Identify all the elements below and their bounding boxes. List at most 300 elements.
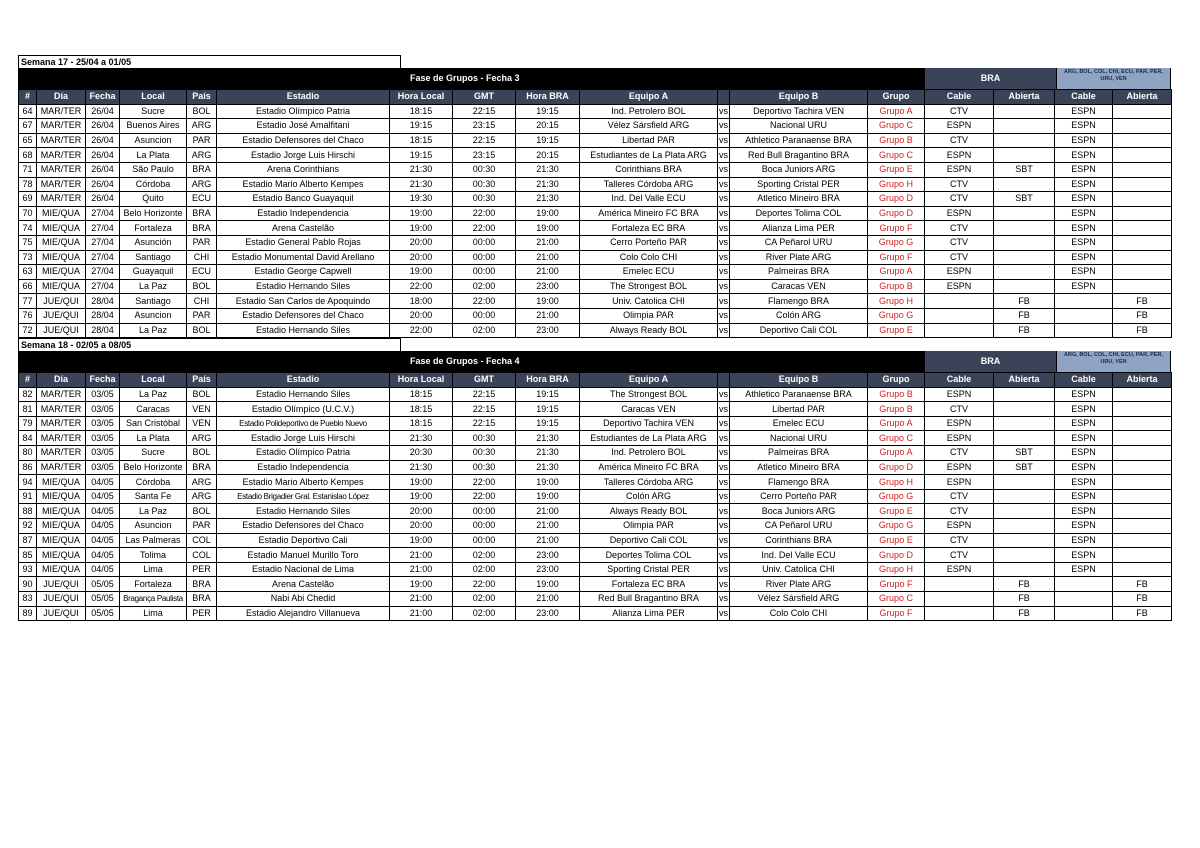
vs-cell: vs bbox=[718, 308, 730, 323]
table-row bbox=[19, 265, 1172, 280]
bra-time-cell: 19:00 bbox=[516, 489, 580, 504]
column-header-country: País bbox=[187, 90, 217, 105]
intl-open-cell bbox=[1113, 489, 1172, 504]
team-b-cell: Vélez Sársfield ARG bbox=[730, 592, 868, 607]
intl-cable-cell: ESPN bbox=[1055, 446, 1113, 461]
city-cell: La Plata bbox=[120, 148, 187, 163]
team-a-cell: Colo Colo CHI bbox=[580, 250, 718, 265]
intl-open-cell bbox=[1113, 279, 1172, 294]
day-cell: MIE/QUA bbox=[37, 562, 86, 577]
city-cell: Asuncion bbox=[120, 308, 187, 323]
match-number-cell: 69 bbox=[19, 192, 37, 207]
column-header-city: Local bbox=[120, 90, 187, 105]
bra-cable-cell: ESPN bbox=[925, 162, 994, 177]
local-time-cell: 20:00 bbox=[390, 250, 453, 265]
intl-cable-cell: ESPN bbox=[1055, 416, 1113, 431]
group-cell: Grupo A bbox=[868, 416, 925, 431]
team-b-cell: Alianza Lima PER bbox=[730, 221, 868, 236]
day-cell: MAR/TER bbox=[37, 431, 86, 446]
intl-cable-cell: ESPN bbox=[1055, 548, 1113, 563]
intl-cable-cell: ESPN bbox=[1055, 119, 1113, 134]
team-b-cell: Deportivo Cali COL bbox=[730, 323, 868, 338]
local-time-cell: 21:30 bbox=[390, 431, 453, 446]
city-cell: Tolima bbox=[120, 548, 187, 563]
bra-open-cell: FB bbox=[994, 308, 1055, 323]
group-cell: Grupo F bbox=[868, 250, 925, 265]
local-time-cell: 21:00 bbox=[390, 562, 453, 577]
vs-cell: vs bbox=[718, 489, 730, 504]
table-row bbox=[19, 577, 1172, 592]
bra-open-cell bbox=[994, 402, 1055, 417]
stadium-cell: Estadio Hernando Siles bbox=[217, 387, 390, 402]
date-cell: 28/04 bbox=[86, 308, 120, 323]
bra-open-cell bbox=[994, 221, 1055, 236]
country-cell: ARG bbox=[187, 119, 217, 134]
intl-cable-cell: ESPN bbox=[1055, 162, 1113, 177]
city-cell: Las Palmeras bbox=[120, 533, 187, 548]
team-a-cell: Olimpia PAR bbox=[580, 308, 718, 323]
city-cell: La Paz bbox=[120, 279, 187, 294]
team-a-cell: Fortaleza EC BRA bbox=[580, 577, 718, 592]
country-cell: BOL bbox=[187, 504, 217, 519]
bra-time-cell: 19:15 bbox=[516, 104, 580, 119]
stadium-cell: Estadio San Carlos de Apoquindo bbox=[217, 294, 390, 309]
bra-cable-cell: CTV bbox=[925, 133, 994, 148]
column-header-bra-open: Abierta bbox=[994, 373, 1055, 388]
stadium-cell: Estadio Defensores del Chaco bbox=[217, 519, 390, 534]
day-cell: MIE/QUA bbox=[37, 221, 86, 236]
bra-cable-cell: CTV bbox=[925, 250, 994, 265]
date-cell: 05/05 bbox=[86, 592, 120, 607]
day-cell: MIE/QUA bbox=[37, 533, 86, 548]
table-row bbox=[19, 119, 1172, 134]
intl-cable-cell bbox=[1055, 323, 1113, 338]
country-cell: CHI bbox=[187, 294, 217, 309]
group-cell: Grupo C bbox=[868, 431, 925, 446]
table-row bbox=[19, 504, 1172, 519]
vs-cell: vs bbox=[718, 119, 730, 134]
table-row bbox=[19, 133, 1172, 148]
gmt-time-cell: 00:00 bbox=[453, 519, 516, 534]
local-time-cell: 19:30 bbox=[390, 192, 453, 207]
city-cell: Belo Horizonte bbox=[120, 460, 187, 475]
column-header-bra-time: Hora BRA bbox=[516, 373, 580, 388]
phase-title-text: Fase de Grupos - Fecha 4 bbox=[410, 356, 520, 367]
match-number-cell: 93 bbox=[19, 562, 37, 577]
table-row bbox=[19, 177, 1172, 192]
table-row bbox=[19, 562, 1172, 577]
team-a-cell: Univ. Catolica CHI bbox=[580, 294, 718, 309]
country-cell: VEN bbox=[187, 416, 217, 431]
vs-cell: vs bbox=[718, 387, 730, 402]
vs-cell: vs bbox=[718, 323, 730, 338]
match-number-cell: 71 bbox=[19, 162, 37, 177]
local-time-cell: 21:00 bbox=[390, 606, 453, 621]
bra-open-cell bbox=[994, 148, 1055, 163]
team-a-cell: Deportivo Cali COL bbox=[580, 533, 718, 548]
intl-cable-cell: ESPN bbox=[1055, 148, 1113, 163]
day-cell: JUE/QUI bbox=[37, 323, 86, 338]
intl-open-cell bbox=[1113, 562, 1172, 577]
bra-time-cell: 21:30 bbox=[516, 431, 580, 446]
bra-cable-cell bbox=[925, 577, 994, 592]
group-cell: Grupo C bbox=[868, 592, 925, 607]
team-a-cell: Always Ready BOL bbox=[580, 504, 718, 519]
bra-open-cell bbox=[994, 206, 1055, 221]
date-cell: 04/05 bbox=[86, 504, 120, 519]
bra-broadcast-header: BRA bbox=[924, 351, 1056, 372]
intl-open-cell: FB bbox=[1113, 308, 1172, 323]
bra-time-cell: 21:00 bbox=[516, 235, 580, 250]
stadium-cell: Estadio Polideportivo de Pueblo Nuevo bbox=[217, 416, 390, 431]
day-cell: MAR/TER bbox=[37, 387, 86, 402]
day-cell: MAR/TER bbox=[37, 119, 86, 134]
bra-open-cell bbox=[994, 104, 1055, 119]
city-cell: Córdoba bbox=[120, 475, 187, 490]
day-cell: JUE/QUI bbox=[37, 577, 86, 592]
bra-time-cell: 21:30 bbox=[516, 192, 580, 207]
team-a-cell: Caracas VEN bbox=[580, 402, 718, 417]
match-number-cell: 84 bbox=[19, 431, 37, 446]
country-cell: PAR bbox=[187, 308, 217, 323]
intl-open-cell bbox=[1113, 206, 1172, 221]
column-header-row bbox=[19, 373, 1172, 388]
intl-open-cell: FB bbox=[1113, 294, 1172, 309]
group-cell: Grupo F bbox=[868, 577, 925, 592]
vs-cell: vs bbox=[718, 592, 730, 607]
intl-open-cell bbox=[1113, 475, 1172, 490]
intl-cable-cell: ESPN bbox=[1055, 177, 1113, 192]
city-cell: Buenos Aires bbox=[120, 119, 187, 134]
team-b-cell: Palmeiras BRA bbox=[730, 265, 868, 280]
date-cell: 27/04 bbox=[86, 250, 120, 265]
date-cell: 27/04 bbox=[86, 206, 120, 221]
city-cell: Lima bbox=[120, 606, 187, 621]
week-header-row bbox=[18, 55, 1172, 68]
intl-cable-cell: ESPN bbox=[1055, 221, 1113, 236]
team-a-cell: Fortaleza EC BRA bbox=[580, 221, 718, 236]
group-cell: Grupo A bbox=[868, 265, 925, 280]
intl-open-cell bbox=[1113, 177, 1172, 192]
stadium-cell: Estadio Banco Guayaquil bbox=[217, 192, 390, 207]
stadium-cell: Estadio Mario Alberto Kempes bbox=[217, 475, 390, 490]
local-time-cell: 18:15 bbox=[390, 416, 453, 431]
intl-open-cell: FB bbox=[1113, 323, 1172, 338]
match-number-cell: 87 bbox=[19, 533, 37, 548]
bra-cable-cell: ESPN bbox=[925, 279, 994, 294]
country-cell: BOL bbox=[187, 387, 217, 402]
team-b-cell: Nacional URU bbox=[730, 431, 868, 446]
bra-time-cell: 21:30 bbox=[516, 177, 580, 192]
bra-cable-cell: CTV bbox=[925, 504, 994, 519]
date-cell: 26/04 bbox=[86, 148, 120, 163]
group-cell: Grupo B bbox=[868, 402, 925, 417]
country-cell: VEN bbox=[187, 402, 217, 417]
gmt-time-cell: 22:00 bbox=[453, 577, 516, 592]
intl-open-cell bbox=[1113, 519, 1172, 534]
local-time-cell: 21:30 bbox=[390, 162, 453, 177]
table-row bbox=[19, 606, 1172, 621]
intl-cable-cell: ESPN bbox=[1055, 235, 1113, 250]
team-b-cell: Atletico Mineiro BRA bbox=[730, 460, 868, 475]
local-time-cell: 20:00 bbox=[390, 519, 453, 534]
day-cell: MAR/TER bbox=[37, 148, 86, 163]
city-cell: Santa Fe bbox=[120, 489, 187, 504]
team-b-cell: Univ. Catolica CHI bbox=[730, 562, 868, 577]
bra-open-cell bbox=[994, 562, 1055, 577]
day-cell: MIE/QUA bbox=[37, 206, 86, 221]
city-cell: São Paulo bbox=[120, 162, 187, 177]
date-cell: 26/04 bbox=[86, 162, 120, 177]
group-cell: Grupo G bbox=[868, 489, 925, 504]
day-cell: MIE/QUA bbox=[37, 475, 86, 490]
intl-cable-cell: ESPN bbox=[1055, 519, 1113, 534]
day-cell: MIE/QUA bbox=[37, 548, 86, 563]
bra-time-cell: 19:15 bbox=[516, 387, 580, 402]
team-a-cell: Ind. Petrolero BOL bbox=[580, 104, 718, 119]
intl-cable-cell bbox=[1055, 294, 1113, 309]
gmt-time-cell: 22:15 bbox=[453, 387, 516, 402]
bra-cable-cell: CTV bbox=[925, 548, 994, 563]
vs-cell: vs bbox=[718, 192, 730, 207]
intl-open-cell: FB bbox=[1113, 606, 1172, 621]
team-b-cell: Red Bull Bragantino BRA bbox=[730, 148, 868, 163]
vs-cell: vs bbox=[718, 250, 730, 265]
gmt-time-cell: 00:30 bbox=[453, 177, 516, 192]
match-number-cell: 89 bbox=[19, 606, 37, 621]
stadium-cell: Estadio Jorge Luis Hirschi bbox=[217, 148, 390, 163]
group-cell: Grupo G bbox=[868, 308, 925, 323]
day-cell: JUE/QUI bbox=[37, 294, 86, 309]
bra-cable-cell: CTV bbox=[925, 489, 994, 504]
local-time-cell: 20:00 bbox=[390, 235, 453, 250]
team-a-cell: Cerro Porteño PAR bbox=[580, 235, 718, 250]
table-row bbox=[19, 206, 1172, 221]
gmt-time-cell: 00:00 bbox=[453, 533, 516, 548]
bra-time-cell: 23:00 bbox=[516, 323, 580, 338]
team-b-cell: Corinthians BRA bbox=[730, 533, 868, 548]
team-a-cell: Sporting Cristal PER bbox=[580, 562, 718, 577]
group-cell: Grupo H bbox=[868, 177, 925, 192]
stadium-cell: Estadio Olímpico (U.C.V.) bbox=[217, 402, 390, 417]
team-a-cell: Estudiantes de La Plata ARG bbox=[580, 431, 718, 446]
vs-cell: vs bbox=[718, 446, 730, 461]
bra-broadcast-header: BRA bbox=[924, 68, 1056, 89]
bra-open-cell bbox=[994, 235, 1055, 250]
match-number-cell: 74 bbox=[19, 221, 37, 236]
bra-cable-cell: CTV bbox=[925, 192, 994, 207]
team-a-cell: Vélez Sársfield ARG bbox=[580, 119, 718, 134]
vs-cell: vs bbox=[718, 265, 730, 280]
match-number-cell: 70 bbox=[19, 206, 37, 221]
team-b-cell: Emelec ECU bbox=[730, 416, 868, 431]
city-cell: San Cristóbal bbox=[120, 416, 187, 431]
team-b-cell: Athletico Paranaense BRA bbox=[730, 133, 868, 148]
bra-time-cell: 19:00 bbox=[516, 294, 580, 309]
city-cell: Asunción bbox=[120, 235, 187, 250]
country-cell: BRA bbox=[187, 206, 217, 221]
table-row bbox=[19, 533, 1172, 548]
vs-cell: vs bbox=[718, 206, 730, 221]
date-cell: 27/04 bbox=[86, 221, 120, 236]
date-cell: 05/05 bbox=[86, 606, 120, 621]
team-a-cell: Alianza Lima PER bbox=[580, 606, 718, 621]
column-header-team-b: Equipo B bbox=[730, 90, 868, 105]
date-cell: 03/05 bbox=[86, 431, 120, 446]
date-cell: 03/05 bbox=[86, 402, 120, 417]
vs-cell: vs bbox=[718, 235, 730, 250]
city-cell: Caracas bbox=[120, 402, 187, 417]
team-b-cell: CA Peñarol URU bbox=[730, 235, 868, 250]
intl-cable-cell: ESPN bbox=[1055, 206, 1113, 221]
column-header-stadium: Estadio bbox=[217, 373, 390, 388]
vs-cell: vs bbox=[718, 533, 730, 548]
day-cell: MIE/QUA bbox=[37, 279, 86, 294]
intl-cable-cell bbox=[1055, 592, 1113, 607]
gmt-time-cell: 02:00 bbox=[453, 562, 516, 577]
bra-time-cell: 19:15 bbox=[516, 402, 580, 417]
local-time-cell: 18:15 bbox=[390, 133, 453, 148]
bra-open-cell bbox=[994, 250, 1055, 265]
group-cell: Grupo H bbox=[868, 294, 925, 309]
local-time-cell: 20:00 bbox=[390, 504, 453, 519]
bra-cable-cell: CTV bbox=[925, 235, 994, 250]
group-cell: Grupo D bbox=[868, 206, 925, 221]
vs-cell: vs bbox=[718, 162, 730, 177]
intl-open-cell bbox=[1113, 446, 1172, 461]
gmt-time-cell: 22:00 bbox=[453, 206, 516, 221]
city-cell: La Plata bbox=[120, 431, 187, 446]
gmt-time-cell: 00:30 bbox=[453, 162, 516, 177]
intl-cable-cell: ESPN bbox=[1055, 460, 1113, 475]
bra-time-cell: 23:00 bbox=[516, 279, 580, 294]
intl-open-cell bbox=[1113, 250, 1172, 265]
group-cell: Grupo F bbox=[868, 606, 925, 621]
intl-cable-cell: ESPN bbox=[1055, 133, 1113, 148]
vs-cell: vs bbox=[718, 402, 730, 417]
column-header-row bbox=[19, 90, 1172, 105]
table-row bbox=[19, 402, 1172, 417]
group-cell: Grupo B bbox=[868, 387, 925, 402]
column-header-local-time: Hora Local bbox=[390, 373, 453, 388]
city-cell: Bragança Paulista bbox=[120, 592, 187, 607]
group-cell: Grupo B bbox=[868, 279, 925, 294]
bra-open-cell: SBT bbox=[994, 162, 1055, 177]
bra-cable-cell: CTV bbox=[925, 221, 994, 236]
gmt-time-cell: 02:00 bbox=[453, 548, 516, 563]
bra-cable-cell: ESPN bbox=[925, 416, 994, 431]
stadium-cell: Estadio Nacional de Lima bbox=[217, 562, 390, 577]
bra-time-cell: 19:15 bbox=[516, 133, 580, 148]
phase-band bbox=[18, 68, 1172, 89]
bra-open-cell bbox=[994, 265, 1055, 280]
city-cell: Sucre bbox=[120, 446, 187, 461]
team-b-cell: Athletico Paranaense BRA bbox=[730, 387, 868, 402]
intl-cable-cell: ESPN bbox=[1055, 533, 1113, 548]
column-header-bra-cable: Cable bbox=[925, 373, 994, 388]
local-time-cell: 19:00 bbox=[390, 221, 453, 236]
date-cell: 26/04 bbox=[86, 119, 120, 134]
column-header-country: País bbox=[187, 373, 217, 388]
bra-time-cell: 19:15 bbox=[516, 416, 580, 431]
bra-open-cell: FB bbox=[994, 323, 1055, 338]
intl-open-cell bbox=[1113, 192, 1172, 207]
intl-cable-cell: ESPN bbox=[1055, 104, 1113, 119]
gmt-time-cell: 23:15 bbox=[453, 119, 516, 134]
column-header-intl-open: Abierta bbox=[1113, 373, 1172, 388]
bra-time-cell: 21:00 bbox=[516, 250, 580, 265]
country-cell: BRA bbox=[187, 577, 217, 592]
column-header-stadium: Estadio bbox=[217, 90, 390, 105]
column-header-group: Grupo bbox=[868, 373, 925, 388]
gmt-time-cell: 00:00 bbox=[453, 250, 516, 265]
column-header-group: Grupo bbox=[868, 90, 925, 105]
match-number-cell: 78 bbox=[19, 177, 37, 192]
bra-time-cell: 21:00 bbox=[516, 308, 580, 323]
vs-cell: vs bbox=[718, 519, 730, 534]
gmt-time-cell: 00:30 bbox=[453, 431, 516, 446]
team-b-cell: River Plate ARG bbox=[730, 250, 868, 265]
local-time-cell: 19:00 bbox=[390, 489, 453, 504]
stadium-cell: Estadio Manuel Murillo Toro bbox=[217, 548, 390, 563]
intl-open-cell: FB bbox=[1113, 592, 1172, 607]
intl-broadcast-header: ARG, BOL, COL, CHI, ECU, PAR, PER, URU, VEN bbox=[1056, 351, 1171, 372]
table-row bbox=[19, 294, 1172, 309]
team-a-cell: América Mineiro FC BRA bbox=[580, 460, 718, 475]
country-cell: BOL bbox=[187, 279, 217, 294]
table-row bbox=[19, 387, 1172, 402]
group-cell: Grupo D bbox=[868, 548, 925, 563]
city-cell: Asuncion bbox=[120, 133, 187, 148]
country-cell: PAR bbox=[187, 133, 217, 148]
date-cell: 28/04 bbox=[86, 294, 120, 309]
date-cell: 04/05 bbox=[86, 519, 120, 534]
vs-cell: vs bbox=[718, 133, 730, 148]
stadium-cell: Nabi Abi Chedid bbox=[217, 592, 390, 607]
country-cell: ARG bbox=[187, 431, 217, 446]
city-cell: Lima bbox=[120, 562, 187, 577]
date-cell: 04/05 bbox=[86, 475, 120, 490]
column-header-day: Día bbox=[37, 373, 86, 388]
gmt-time-cell: 22:15 bbox=[453, 133, 516, 148]
bra-cable-cell: CTV bbox=[925, 402, 994, 417]
match-number-cell: 63 bbox=[19, 265, 37, 280]
stadium-cell: Estadio Independencia bbox=[217, 460, 390, 475]
group-cell: Grupo E bbox=[868, 323, 925, 338]
group-cell: Grupo C bbox=[868, 148, 925, 163]
date-cell: 26/04 bbox=[86, 192, 120, 207]
gmt-time-cell: 00:30 bbox=[453, 446, 516, 461]
stadium-cell: Estadio Hernando Siles bbox=[217, 504, 390, 519]
country-cell: BOL bbox=[187, 104, 217, 119]
intl-cable-cell: ESPN bbox=[1055, 192, 1113, 207]
group-cell: Grupo B bbox=[868, 133, 925, 148]
stadium-cell: Arena Corinthians bbox=[217, 162, 390, 177]
bra-time-cell: 23:00 bbox=[516, 606, 580, 621]
day-cell: MIE/QUA bbox=[37, 265, 86, 280]
country-cell: BOL bbox=[187, 323, 217, 338]
bra-time-cell: 19:00 bbox=[516, 206, 580, 221]
date-cell: 03/05 bbox=[86, 416, 120, 431]
intl-open-cell bbox=[1113, 119, 1172, 134]
intl-broadcast-header: ARG, BOL, COL, CHI, ECU, PAR, PER, URU, VEN bbox=[1056, 68, 1171, 89]
bra-cable-cell: CTV bbox=[925, 533, 994, 548]
bra-time-cell: 21:00 bbox=[516, 533, 580, 548]
match-number-cell: 86 bbox=[19, 460, 37, 475]
gmt-time-cell: 00:00 bbox=[453, 265, 516, 280]
bra-open-cell: SBT bbox=[994, 460, 1055, 475]
vs-cell: vs bbox=[718, 177, 730, 192]
